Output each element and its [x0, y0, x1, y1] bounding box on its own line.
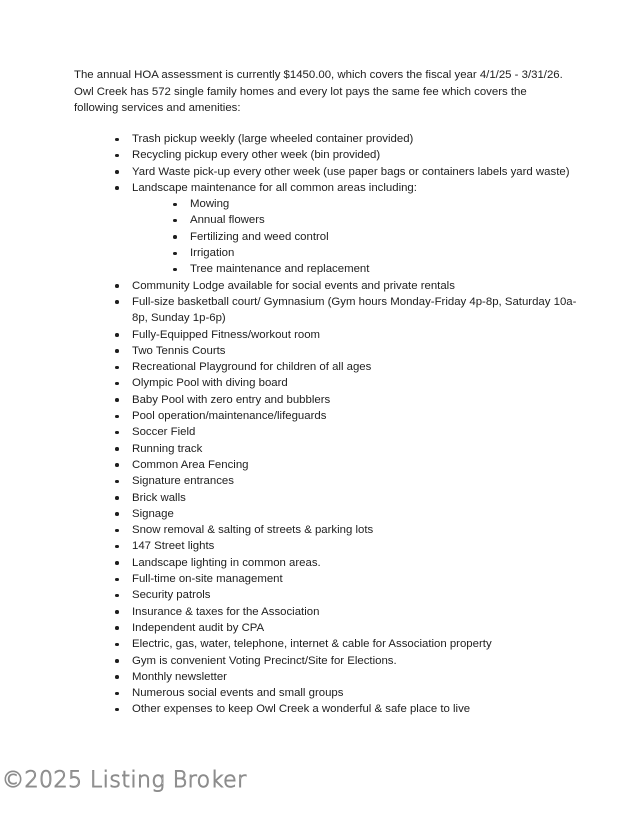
list-item: Monthly newsletter [110, 669, 580, 685]
sub-list-item: Annual flowers [168, 212, 580, 228]
list-item: Baby Pool with zero entry and bubblers [110, 392, 580, 408]
list-item: Common Area Fencing [110, 457, 580, 473]
list-item: Yard Waste pick-up every other week (use paper bags or containers labels yard waste) [110, 164, 580, 180]
intro-paragraph: The annual HOA assessment is currently $1450.00, which covers the fiscal year 4/1/25 - 3/31/26. Owl Creek has 572 single family homes and every lot pays the same fee which covers the following services and amenities: [74, 69, 563, 114]
list-item: Independent audit by CPA [110, 620, 580, 636]
list-item: Other expenses to keep Owl Creek a wonderful & safe place to live [110, 701, 580, 717]
list-item: Insurance & taxes for the Association [110, 604, 580, 620]
list-item: Full-time on-site management [110, 571, 580, 587]
list-item: Fully-Equipped Fitness/workout room [110, 327, 580, 343]
list-item: Numerous social events and small groups [110, 685, 580, 701]
landscape-sublist [132, 196, 580, 277]
sub-list-item: Tree maintenance and replacement [168, 261, 580, 277]
list-item-label: Landscape maintenance for all common areas including: [132, 181, 417, 194]
sub-list-item: Mowing [168, 196, 580, 212]
list-item: Full-size basketball court/ Gymnasium (Gym hours Monday-Friday 4p-8p, Saturday 10a-8p, Sunday 1p-6p) [110, 294, 580, 327]
list-item: Electric, gas, water, telephone, internet & cable for Association property [110, 636, 580, 652]
list-item: Gym is convenient Voting Precinct/Site for Elections. [110, 653, 580, 669]
sub-list-item: Fertilizing and weed control [168, 229, 580, 245]
list-item: Soccer Field [110, 424, 580, 440]
sub-list-item: Irrigation [168, 245, 580, 261]
list-item: Community Lodge available for social events and private rentals [110, 278, 580, 294]
list-item: 147 Street lights [110, 538, 580, 554]
list-item: Snow removal & salting of streets & parking lots [110, 522, 580, 538]
list-item: Trash pickup weekly (large wheeled container provided) [110, 131, 580, 147]
list-item: Olympic Pool with diving board [110, 375, 580, 391]
list-item: Security patrols [110, 587, 580, 603]
amenities-list [110, 131, 580, 718]
list-item: Signature entrances [110, 473, 580, 489]
list-item: Signage [110, 506, 580, 522]
list-item-landscape [110, 180, 580, 278]
list-item: Pool operation/maintenance/lifeguards [110, 408, 580, 424]
list-item: Brick walls [110, 490, 580, 506]
list-item: Running track [110, 441, 580, 457]
list-item: Landscape lighting in common areas. [110, 555, 580, 571]
watermark: ©2025 Listing Broker [2, 768, 247, 793]
list-item: Recreational Playground for children of all ages [110, 359, 580, 375]
list-item: Two Tennis Courts [110, 343, 580, 359]
list-item: Recycling pickup every other week (bin provided) [110, 147, 580, 163]
